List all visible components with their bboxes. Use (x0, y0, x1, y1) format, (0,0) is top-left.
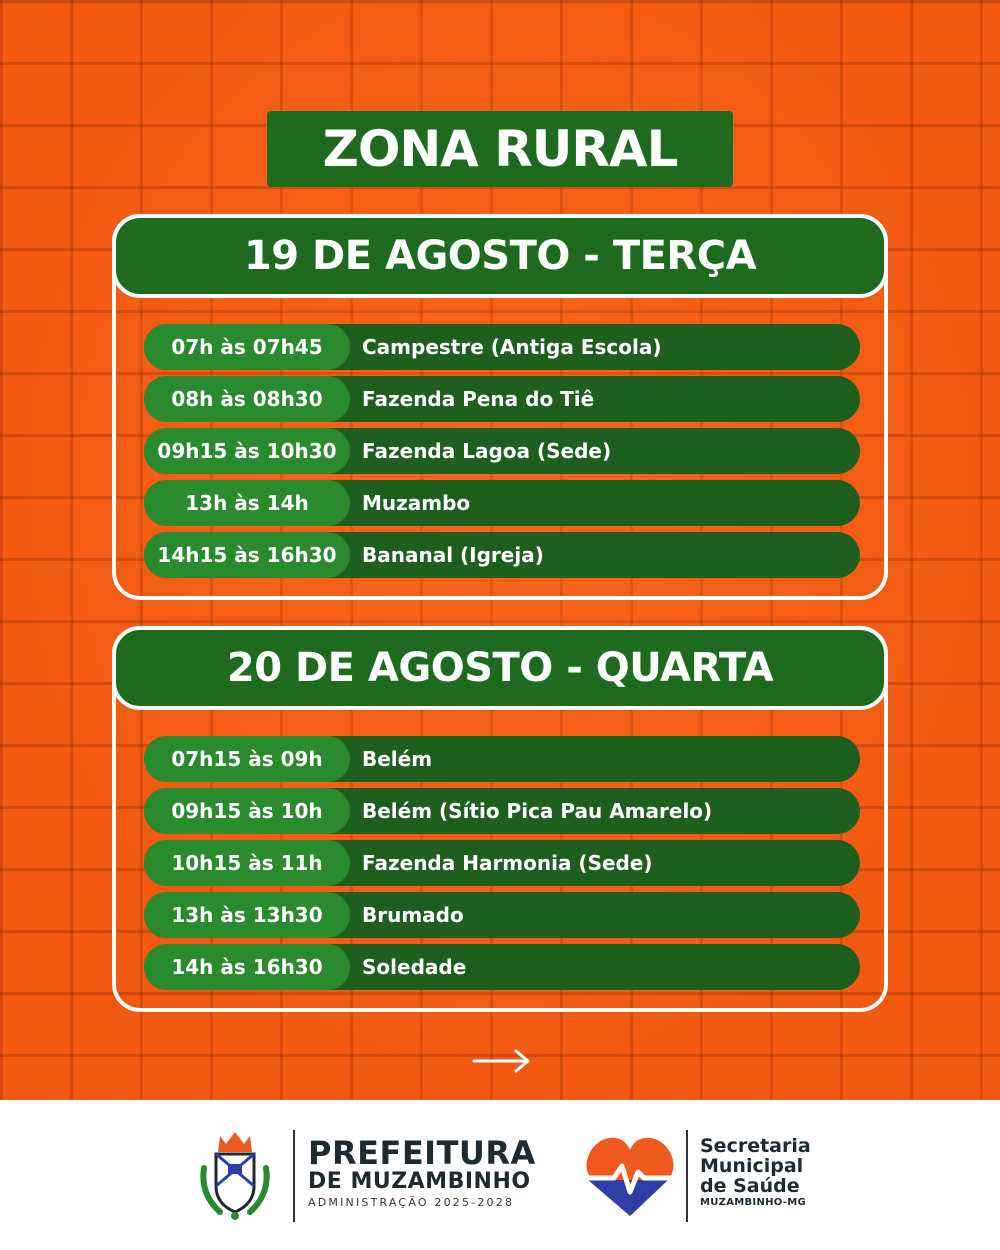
divider (293, 1130, 295, 1222)
time-pill: 13h às 13h30 (144, 892, 350, 938)
prefeitura-line2: DE MUZAMBINHO (308, 1169, 531, 1194)
footer (0, 1100, 1000, 1250)
time-pill: 10h15 às 11h (144, 840, 350, 886)
schedule-list-2 (144, 736, 860, 996)
place-label: Brumado (362, 903, 464, 927)
secretaria-line4: MUZAMBINHO-MG (700, 1197, 806, 1208)
time-pill: 07h às 07h45 (144, 324, 350, 370)
schedule-row (144, 376, 860, 422)
place-label: Fazenda Harmonia (Sede) (362, 851, 653, 875)
schedule-list-1 (144, 324, 860, 584)
time-pill: 09h15 às 10h30 (144, 428, 350, 474)
time-pill: 14h às 16h30 (144, 944, 350, 990)
place-label: Belém (Sítio Pica Pau Amarelo) (362, 799, 713, 823)
secretaria-logo-text (700, 1136, 840, 1210)
page-title: ZONA RURAL (322, 120, 678, 178)
time-pill: 07h15 às 09h (144, 736, 350, 782)
place-label: Belém (362, 747, 433, 771)
schedule-row (144, 788, 860, 834)
secretaria-line1: Secretaria (700, 1135, 811, 1157)
day-card-1 (112, 214, 888, 600)
secretaria-line2: Municipal (700, 1155, 804, 1177)
schedule-row (144, 324, 860, 370)
divider (686, 1130, 688, 1222)
day-header-1 (112, 214, 888, 298)
place-label: Soledade (362, 955, 467, 979)
schedule-row (144, 480, 860, 526)
time-pill: 09h15 às 10h (144, 788, 350, 834)
arrow-right-icon[interactable] (470, 1046, 534, 1076)
time-pill: 13h às 14h (144, 480, 350, 526)
place-label: Muzambo (362, 491, 471, 515)
prefeitura-line1: PREFEITURA (308, 1134, 536, 1172)
day-title: 20 DE AGOSTO - QUARTA (226, 645, 774, 691)
day-title: 19 DE AGOSTO - TERÇA (243, 233, 757, 279)
municipal-crest-icon (190, 1128, 280, 1222)
day-header-2 (112, 626, 888, 710)
prefeitura-line3: ADMINISTRAÇÃO 2025-2028 (308, 1196, 515, 1209)
time-pill: 14h15 às 16h30 (144, 532, 350, 578)
place-label: Bananal (Igreja) (362, 543, 544, 567)
place-label: Fazenda Lagoa (Sede) (362, 439, 612, 463)
place-label: Fazenda Pena do Tiê (362, 387, 595, 411)
schedule-row (144, 532, 860, 578)
heart-pulse-icon (584, 1132, 676, 1218)
schedule-row (144, 736, 860, 782)
prefeitura-logo-text (308, 1136, 558, 1212)
schedule-row (144, 944, 860, 990)
schedule-row (144, 840, 860, 886)
day-card-2 (112, 626, 888, 1012)
secretaria-line3: de Saúde (700, 1175, 800, 1197)
schedule-row (144, 892, 860, 938)
schedule-row (144, 428, 860, 474)
time-pill: 08h às 08h30 (144, 376, 350, 422)
place-label: Campestre (Antiga Escola) (362, 335, 662, 359)
title-banner (267, 111, 733, 187)
